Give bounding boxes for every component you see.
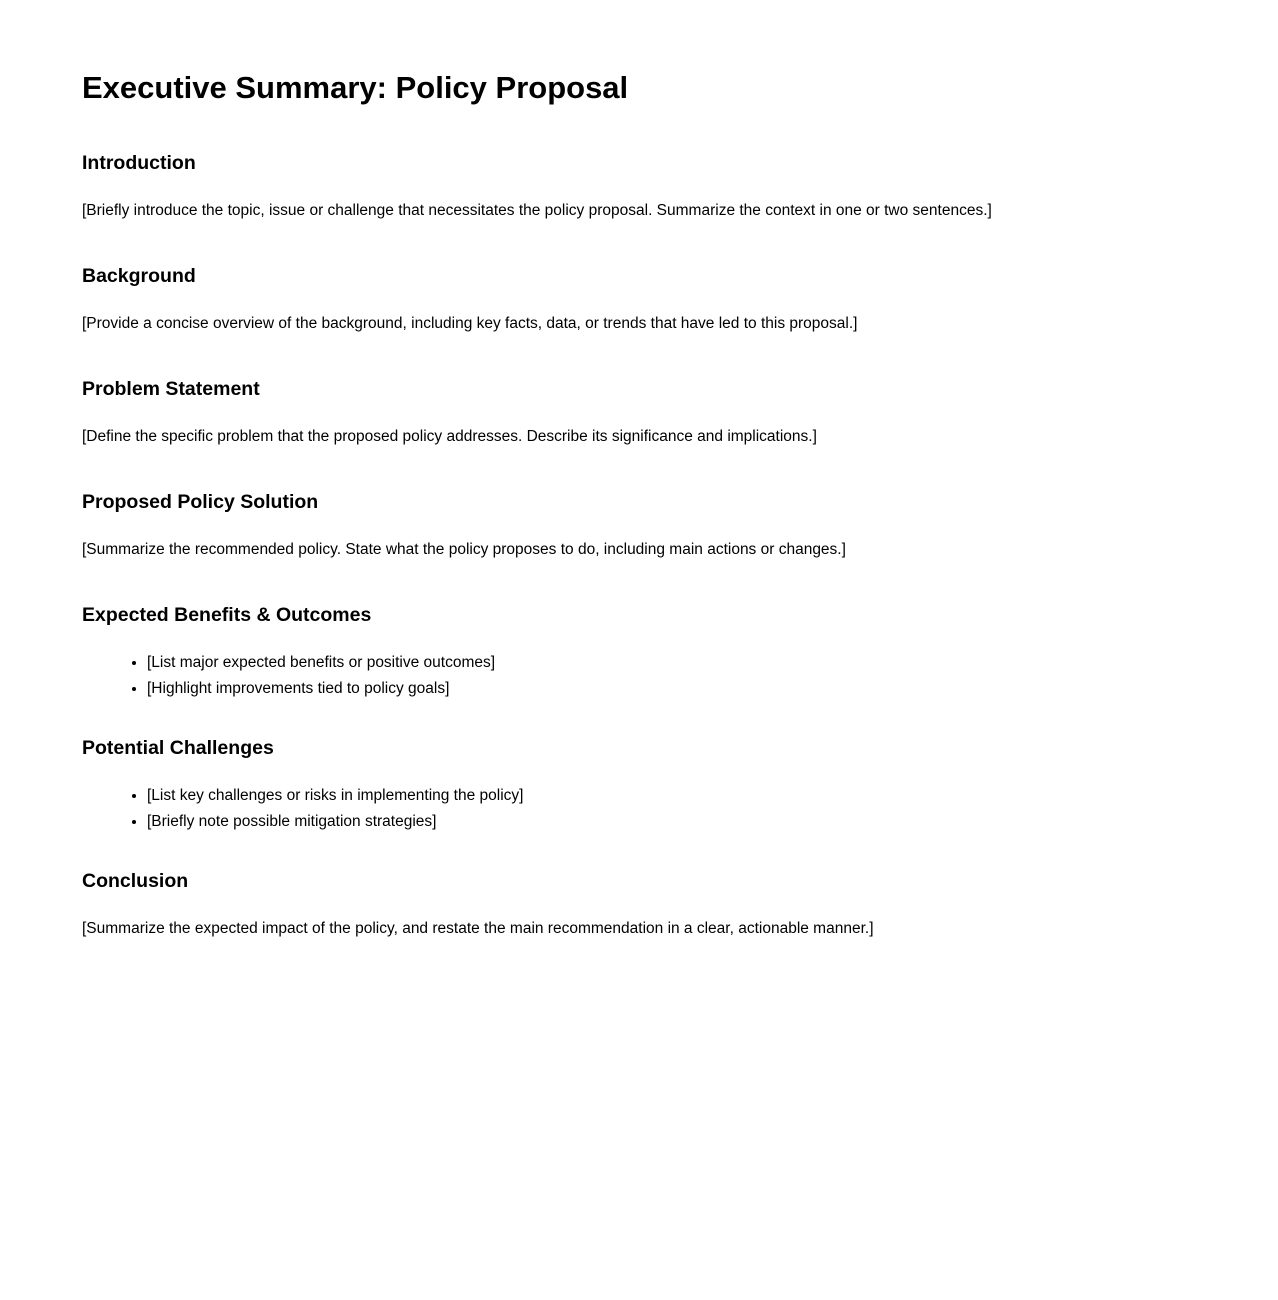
bullet-item: • [Highlight improvements tied to policy goals] [147,680,1178,697]
bullet-list-expected-benefits [82,654,1178,697]
bullet-item: • [List major expected benefits or positive outcomes] [147,654,1178,671]
section-heading-background: Background [82,265,196,287]
section-heading-expected-benefits: Expected Benefits & Outcomes [82,604,372,626]
section-paragraph-problem-statement: [Define the specific problem that the proposed policy addresses. Describe its significance and implications.] [82,428,817,445]
bullet-list-potential-challenges [82,787,1178,830]
bullet-item: • [List key challenges or risks in implementing the policy] [147,787,1178,804]
section-heading-potential-challenges: Potential Challenges [82,737,274,759]
section-proposed-policy-solution [82,491,1178,558]
section-heading-problem-statement: Problem Statement [82,378,260,400]
section-problem-statement [82,378,1178,445]
section-expected-benefits [82,604,1178,697]
document-title: Executive Summary: Policy Proposal [82,70,629,105]
section-potential-challenges [82,737,1178,830]
section-conclusion [82,870,1178,937]
section-heading-proposed-policy-solution: Proposed Policy Solution [82,491,319,513]
bullet-item: • [Briefly note possible mitigation strategies] [147,813,1178,830]
section-heading-introduction: Introduction [82,152,196,174]
section-background [82,265,1178,332]
section-paragraph-proposed-policy-solution: [Summarize the recommended policy. State what the policy proposes to do, including main actions or changes.] [82,541,846,558]
section-introduction [82,152,1178,219]
section-paragraph-background: [Provide a concise overview of the background, including key facts, data, or trends that have led to this proposal.] [82,315,858,332]
section-paragraph-conclusion: [Summarize the expected impact of the policy, and restate the main recommendation in a clear, actionable manner.] [82,920,874,937]
section-paragraph-introduction: [Briefly introduce the topic, issue or challenge that necessitates the policy proposal. Summarize the context in one or two sentences.] [82,202,992,219]
section-heading-conclusion: Conclusion [82,870,189,892]
